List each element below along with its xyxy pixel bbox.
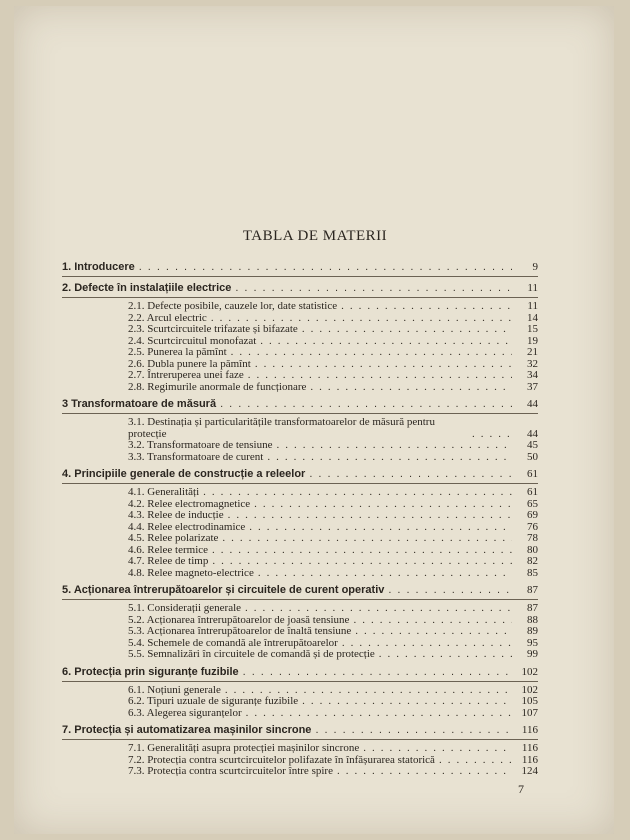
section-page: 116 <box>521 742 538 754</box>
leader-dots <box>258 568 512 580</box>
toc-chapter <box>62 583 538 597</box>
section-title: 4.2. Relee electromagnetice <box>128 497 251 510</box>
section-page: 95 <box>527 636 538 649</box>
leader-dots <box>353 615 512 627</box>
leader-dots <box>363 743 512 755</box>
toc-section <box>62 510 538 522</box>
toc-section <box>62 708 538 720</box>
section-page: 89 <box>527 625 538 637</box>
toc-chapter <box>62 665 538 679</box>
toc-section <box>62 743 538 755</box>
section-page: 50 <box>527 450 538 463</box>
leader-dots <box>310 382 512 394</box>
chapter-page: 102 <box>521 665 538 678</box>
chapter-page: 11 <box>527 282 538 294</box>
chapter-title: 6. Protecția prin siguranțe fuzibile <box>62 665 239 678</box>
chapter-page: 87 <box>527 584 538 596</box>
section-page: 69 <box>527 509 538 521</box>
section-title: 2.5. Punerea la pămînt <box>128 346 227 358</box>
leader-dots <box>302 696 512 708</box>
toc-chapter <box>62 281 538 295</box>
leader-dots <box>212 545 512 557</box>
chapter-title: 3 Transformatoare de măsură <box>62 398 217 410</box>
section-title: 7.1. Generalități asupra protecției mașinilor sincrone <box>128 742 360 754</box>
section-title: 6.1. Noțiuni generale <box>128 683 221 696</box>
toc-section <box>62 626 538 638</box>
section-page: 116 <box>521 753 538 766</box>
toc-chapter <box>62 467 538 481</box>
leader-dots <box>248 370 512 382</box>
section-page: 82 <box>527 555 538 567</box>
section-title: 5.4. Schemele de comandă ale întrerupătoarelor <box>128 636 338 649</box>
leader-dots <box>439 755 512 767</box>
chapter-page: 9 <box>532 261 538 273</box>
toc-section <box>62 417 538 440</box>
chapter-title: 1. Introducere <box>62 261 135 273</box>
section-page: 105 <box>521 695 538 707</box>
section-title: 4.1. Generalități <box>128 486 200 498</box>
leader-dots <box>231 347 512 359</box>
section-title: 7.2. Protecția contra scurtcircuitelor polifazate în înfășurarea statorică <box>128 753 435 766</box>
leader-dots <box>254 499 512 511</box>
leader-dots <box>260 336 512 348</box>
chapter-rule <box>62 599 538 600</box>
section-page: 107 <box>521 706 538 719</box>
section-title: 6.3. Alegerea siguranțelor <box>128 706 242 719</box>
chapter-rule <box>62 483 538 484</box>
section-page: 34 <box>527 369 538 381</box>
leader-dots <box>309 467 512 481</box>
section-page: 88 <box>527 613 538 626</box>
toc-section <box>62 382 538 394</box>
toc-section <box>62 370 538 382</box>
chapter-title: 7. Protecția și automatizarea mașinilor sincrone <box>62 724 312 736</box>
section-page: 76 <box>527 520 538 533</box>
toc-section <box>62 301 538 313</box>
section-title: 5.1. Considerații generale <box>128 602 242 614</box>
chapter-rule <box>62 739 538 740</box>
toc-chapter <box>62 260 538 274</box>
chapter-page: 61 <box>527 468 538 480</box>
toc-section <box>62 440 538 452</box>
leader-dots <box>139 260 512 274</box>
leader-dots <box>212 556 512 568</box>
section-title: 2.6. Dubla punere la pămînt <box>128 357 251 370</box>
section-title: 3.2. Transformatoare de tensiune <box>128 439 273 451</box>
chapter-rule <box>62 413 538 414</box>
chapter-page: 44 <box>527 398 538 410</box>
toc-section <box>62 603 538 615</box>
section-title: 3.3. Transformatoare de curent <box>128 450 264 463</box>
toc-section <box>62 568 538 580</box>
toc-section <box>62 649 538 661</box>
toc-section <box>62 696 538 708</box>
section-page: 32 <box>527 357 538 370</box>
chapter-rule <box>62 681 538 682</box>
section-page: 44 <box>527 427 538 440</box>
section-page: 65 <box>527 497 538 510</box>
toc-section <box>62 766 538 778</box>
toc-section <box>62 533 538 545</box>
section-title: 4.7. Relee de timp <box>128 555 209 567</box>
leader-dots <box>267 452 512 464</box>
chapter-rule <box>62 276 538 277</box>
table-of-contents <box>62 256 538 778</box>
section-title: 2.4. Scurtcircuitul monofazat <box>128 334 257 347</box>
leader-dots <box>315 723 512 737</box>
section-page: 99 <box>527 648 538 660</box>
section-title: 7.3. Protecția contra scurtcircuitelor între spire <box>128 765 333 777</box>
leader-dots <box>255 359 512 371</box>
section-title: 5.2. Acționarea întrerupătoarelor de joasă tensiune <box>128 613 350 626</box>
chapter-rule <box>62 297 538 298</box>
section-title: 5.3. Acționarea întrerupătoarelor de înaltă tensiune <box>128 625 352 637</box>
chapter-page: 116 <box>521 724 538 736</box>
leader-dots <box>243 665 512 679</box>
leader-dots <box>277 440 513 452</box>
section-title: 4.8. Relee magneto-electrice <box>128 566 254 579</box>
section-title: 4.4. Relee electrodinamice <box>128 520 246 533</box>
section-title: 2.3. Scurtcircuitele trifazate și bifazate <box>128 323 298 335</box>
chapter-title: 5. Acționarea întrerupătoarelor și circuitele de curent operativ <box>62 584 385 596</box>
leader-dots <box>245 603 512 615</box>
section-title: 4.5. Relee polarizate <box>128 532 219 544</box>
section-page: 85 <box>527 566 538 579</box>
toc-section <box>62 556 538 568</box>
section-page: 124 <box>521 765 538 777</box>
section-title: 4.6. Relee termice <box>128 543 209 556</box>
section-page: 11 <box>527 300 538 312</box>
section-page: 87 <box>527 602 538 614</box>
leader-dots <box>220 397 512 411</box>
section-title: 3.1. Destinația și particularitățile transformatoarelor de măsură pentru protecție <box>128 416 435 440</box>
leader-dots <box>246 708 512 720</box>
section-page: 37 <box>527 380 538 393</box>
toc-section <box>62 487 538 499</box>
section-page: 14 <box>527 311 538 324</box>
leader-dots <box>388 583 512 597</box>
section-title: 2.2. Arcul electric <box>128 311 207 324</box>
chapter-title: 2. Defecte în instalațiile electrice <box>62 282 232 294</box>
section-page: 21 <box>527 346 538 358</box>
leader-dots <box>341 301 512 313</box>
leader-dots <box>203 487 512 499</box>
section-title: 5.5. Semnalizări în circuitele de comandă și de protecție <box>128 648 375 660</box>
toc-title: TABLA DE MATERII <box>242 228 388 244</box>
leader-dots <box>235 281 512 295</box>
section-page: 61 <box>527 486 538 498</box>
section-page: 45 <box>527 439 538 451</box>
section-page: 102 <box>521 683 538 696</box>
leader-dots <box>302 324 512 336</box>
leader-dots <box>222 533 512 545</box>
page-number: 7 <box>518 782 524 796</box>
leader-dots <box>337 766 512 778</box>
toc-chapter <box>62 397 538 411</box>
toc-chapter <box>62 723 538 737</box>
section-title: 2.1. Defecte posibile, cauzele lor, date statistice <box>128 300 338 312</box>
leader-dots <box>249 522 512 534</box>
leader-dots <box>228 510 512 522</box>
section-page: 19 <box>527 334 538 347</box>
chapter-title: 4. Principiile generale de construcție a releelor <box>62 468 306 480</box>
toc-section <box>62 324 538 336</box>
section-title: 4.3. Relee de inducție <box>128 509 224 521</box>
section-title: 2.8. Regimurile anormale de funcționare <box>128 380 307 393</box>
section-title: 6.2. Tipuri uzuale de siguranțe fuzibile <box>128 695 299 707</box>
leader-dots <box>355 626 512 638</box>
toc-section <box>62 452 538 464</box>
leader-dots <box>472 429 512 441</box>
section-page: 80 <box>527 543 538 556</box>
leader-dots <box>379 649 512 661</box>
section-page: 78 <box>527 532 538 544</box>
section-title: 2.7. Întreruperea unei faze <box>128 369 244 381</box>
section-page: 15 <box>527 323 538 335</box>
toc-section <box>62 347 538 359</box>
